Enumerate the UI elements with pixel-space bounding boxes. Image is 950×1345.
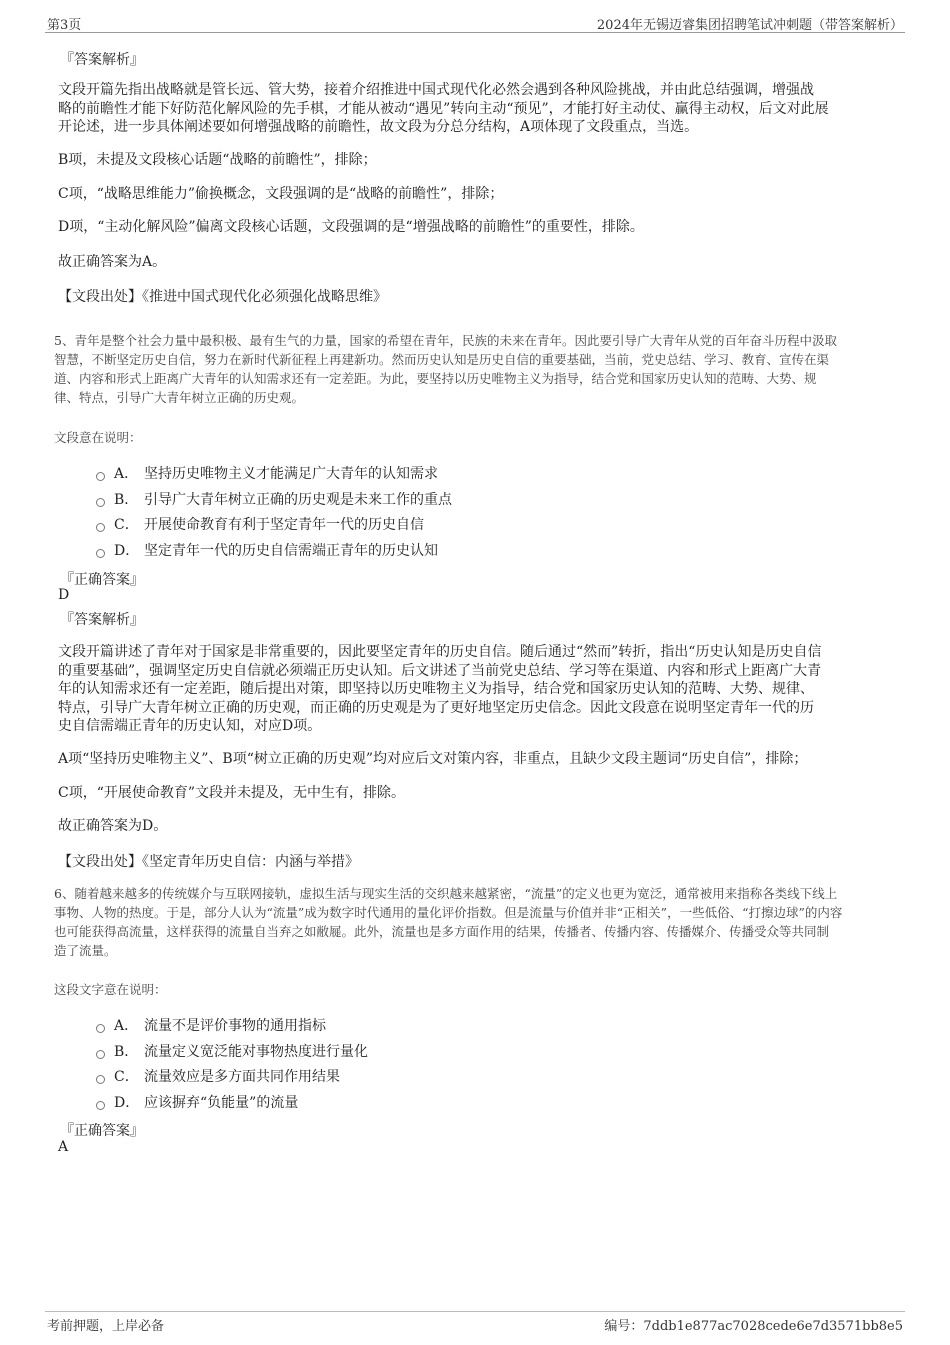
radio-icon[interactable] xyxy=(96,523,105,532)
document-title: 2024年无锡迈睿集团招聘笔试冲刺题（带答案解析） xyxy=(596,18,903,33)
option-letter: D． xyxy=(114,543,140,559)
header-divider xyxy=(45,32,905,33)
radio-icon[interactable] xyxy=(96,1101,105,1110)
question-6-passage xyxy=(54,884,896,960)
question-5-option-b[interactable] xyxy=(96,489,452,509)
analysis-option-b: B项，未提及文段核心话题“战略的前瞻性”，排除； xyxy=(58,152,377,168)
passage-line: 道、内容和形式上距离广大青年的认知需求还有一定差距。为此，要坚持以历史唯物主义为指导，结合党和国家历史认知的范畴、大势、规 xyxy=(54,371,817,386)
passage-line: 造了流量。 xyxy=(54,943,117,958)
analysis-line: 年的认知需求还有一定差距，随后提出对策，即坚持以历史唯物主义为指导，结合党和国家历史认知的范畴、大势、规律、 xyxy=(58,681,814,698)
analysis-option-c: C项，“开展使命教育”文段并未提及，无中生有，排除。 xyxy=(58,785,406,801)
passage-source: 【文段出处】《推进中国式现代化必须强化战略思维》 xyxy=(58,289,387,305)
passage-line: 律、特点，引导广大青年树立正确的历史观。 xyxy=(54,390,305,405)
radio-icon[interactable] xyxy=(96,1050,105,1059)
question-5-prompt: 文段意在说明： xyxy=(54,430,142,445)
question-5-passage xyxy=(54,331,896,407)
footer-divider xyxy=(45,1311,905,1312)
analysis-line: 特点，引导广大青年树立正确的历史观，而正确的历史观是为了更好地坚定历史信念。因此文段意在说明坚定青年一代的历 xyxy=(58,699,814,716)
question-5-option-a[interactable] xyxy=(96,463,438,483)
document-code: 编号：7ddb1e877ac7028cede6e7d3571bb8e5 xyxy=(604,1319,903,1334)
option-text: 流量不是评价事物的通用指标 xyxy=(144,1018,326,1034)
option-text: 开展使命教育有利于坚定青年一代的历史自信 xyxy=(144,517,424,533)
question-5-option-d[interactable] xyxy=(96,540,438,560)
analysis-option-c: C项，“战略思维能力”偷换概念，文段强调的是“战略的前瞻性”，排除； xyxy=(58,186,504,202)
correct-answer-label: 『正确答案』 xyxy=(60,1123,144,1139)
analysis-label: 『答案解析』 xyxy=(60,52,144,68)
option-letter: A． xyxy=(114,466,139,482)
radio-icon[interactable] xyxy=(96,498,105,507)
question-6-option-b[interactable] xyxy=(96,1041,368,1061)
option-letter: B． xyxy=(114,492,139,508)
question-6-option-c[interactable] xyxy=(96,1066,340,1086)
analysis-line: 的重要基础”，强调坚定历史自信就必须端正历史认知。后文讲述了当前党史总结、学习等在渠道、内容和形式上距离广大青 xyxy=(58,662,822,679)
passage-line: 也可能获得高流量，这样获得的流量自当弃之如敝屣。此外，流量也是多方面作用的结果，传播者、传播内容、传播媒介、传播受众等共同制 xyxy=(54,924,830,939)
question-5-analysis xyxy=(58,643,896,736)
correct-answer-statement: 故正确答案为D。 xyxy=(58,818,168,834)
analysis-label: 『答案解析』 xyxy=(60,612,144,628)
option-text: 应该摒弃“负能量”的流量 xyxy=(144,1095,299,1111)
page-number: 第3页 xyxy=(47,18,82,33)
footer-slogan: 考前押题，上岸必备 xyxy=(47,1319,165,1334)
analysis-option-d: D项，“主动化解风险”偏离文段核心话题，文段强调的是“增强战略的前瞻性”的重要性，排除。 xyxy=(58,219,644,235)
correct-answer-value: A xyxy=(58,1139,69,1155)
analysis-line: 史自信需端正青年的历史认知，对应D项。 xyxy=(58,718,322,735)
option-letter: C． xyxy=(114,1069,139,1085)
option-letter: C． xyxy=(114,517,139,533)
option-letter: A． xyxy=(114,1018,139,1034)
passage-line: 智慧，不断坚定历史自信，努力在新时代新征程上再建新功。然而历史认知是历史自信的重要基础，当前，党史总结、学习、教育、宣传在渠 xyxy=(54,352,830,367)
analysis-line: 开论述，进一步具体阐述要如何增强战略的前瞻性，故文段为分总分结构，A项体现了文段重点，当选。 xyxy=(58,119,699,136)
option-text: 坚持历史唯物主义才能满足广大青年的认知需求 xyxy=(144,466,438,482)
passage-line: 6、随着越来越多的传统媒介与互联网接轨，虚拟生活与现实生活的交织越来越紧密，“流量”的定义也更为宽泛，通常被用来指称各类线下线上 xyxy=(54,886,838,901)
analysis-line: 略的前瞻性才能下好防范化解风险的先手棋，才能从被动“遇见”转向主动“预见”，才能打好主动仗、赢得主动权，后文对此展 xyxy=(58,100,829,117)
option-text: 坚定青年一代的历史自信需端正青年的历史认知 xyxy=(144,543,438,559)
analysis-text xyxy=(58,81,896,137)
option-letter: B． xyxy=(114,1044,139,1060)
analysis-line: 文段开篇先指出战略就是管长远、管大势，接着介绍推进中国式现代化必然会遇到各种风险挑战，并由此总结强调，增强战 xyxy=(58,82,814,98)
correct-answer-label: 『正确答案』 xyxy=(60,572,144,588)
passage-line: 事物、人物的热度。于是，部分人认为“流量”成为数字时代通用的量化评价指数。但是流量与价值并非“正相关”，一些低俗、“打擦边球”的内容 xyxy=(54,905,843,920)
question-6-option-d[interactable] xyxy=(96,1092,298,1112)
option-text: 流量效应是多方面共同作用结果 xyxy=(144,1069,340,1085)
question-6-option-a[interactable] xyxy=(96,1015,326,1035)
radio-icon[interactable] xyxy=(96,472,105,481)
correct-answer-statement: 故正确答案为A。 xyxy=(58,254,167,270)
correct-answer-value: D xyxy=(58,587,70,603)
question-6-prompt: 这段文字意在说明： xyxy=(54,982,167,997)
option-text: 流量定义宽泛能对事物热度进行量化 xyxy=(144,1044,368,1060)
analysis-line: 文段开篇讲述了青年对于国家是非常重要的，因此要坚定青年的历史自信。随后通过“然而”转折，指出“历史认知是历史自信 xyxy=(58,644,822,660)
option-letter: D． xyxy=(114,1095,140,1111)
passage-line: 5、青年是整个社会力量中最积极、最有生气的力量，国家的希望在青年，民族的未来在青年。因此要引导广大青年从党的百年奋斗历程中汲取 xyxy=(54,333,837,348)
analysis-option-ab: A项“坚持历史唯物主义”、B项“树立正确的历史观”均对应后文对策内容，非重点，且缺少文段主题词“历史自信”，排除； xyxy=(58,751,808,767)
radio-icon[interactable] xyxy=(96,549,105,558)
option-text: 引导广大青年树立正确的历史观是未来工作的重点 xyxy=(144,492,452,508)
radio-icon[interactable] xyxy=(96,1075,105,1084)
question-5-option-c[interactable] xyxy=(96,514,424,534)
radio-icon[interactable] xyxy=(96,1024,105,1033)
passage-source: 【文段出处】《坚定青年历史自信：内涵与举措》 xyxy=(58,854,359,870)
